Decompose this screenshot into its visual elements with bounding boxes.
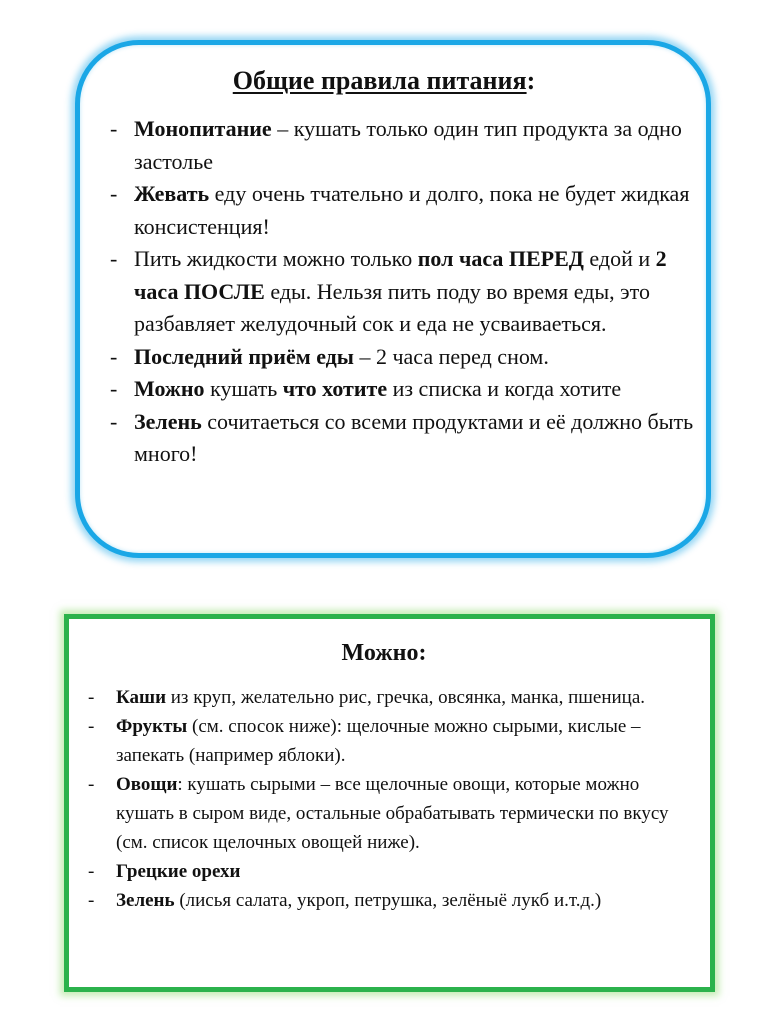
rule-text: кушать	[204, 376, 283, 401]
food-keyword: Фрукты	[116, 716, 188, 737]
list-dash: -	[110, 116, 118, 141]
rule-item-allowed-anytime	[110, 373, 700, 406]
rule-text: – кушать только один тип продукта за одно застолье	[134, 116, 682, 174]
rule-item-monodiet	[110, 113, 700, 178]
rule-text: Пить жидкости можно только	[134, 246, 418, 271]
food-keyword: Овощи	[116, 774, 178, 795]
general-rules-title	[0, 64, 768, 98]
rule-keyword: Жевать	[134, 181, 210, 206]
rule-keyword: пол часа ПЕРЕД	[417, 246, 584, 271]
rule-text: сочитаеться со всеми продуктами и её должно быть много!	[134, 408, 694, 466]
food-keyword: Зелень	[116, 890, 175, 911]
rule-keyword: Зелень	[134, 408, 202, 434]
rule-text: из списка и когда хотите	[387, 376, 622, 401]
list-dash: -	[88, 890, 95, 911]
food-keyword: Грецкие орехи	[116, 861, 241, 882]
general-rules-title-colon: :	[526, 66, 536, 95]
allowed-item-walnuts	[88, 857, 698, 886]
general-rules-title-text: Общие правила питания	[232, 66, 527, 95]
list-dash: -	[88, 774, 95, 795]
rule-keyword: Можно	[134, 376, 205, 401]
list-dash: -	[110, 181, 118, 206]
allowed-item-vegetables	[88, 770, 698, 857]
rule-text: едой и	[583, 246, 656, 271]
rule-item-last-meal	[110, 341, 700, 374]
rule-keyword: 2 часа ПОСЛЕ	[134, 246, 667, 304]
food-text: (см. спосок ниже): щелочные можно сырыми, кислые – запекать (например яблоки).	[116, 716, 641, 766]
rule-text: – 2 часа перед сном.	[353, 343, 549, 369]
rule-keyword: Монопитание	[134, 116, 272, 141]
rule-item-greens	[110, 406, 700, 471]
list-dash: -	[110, 246, 118, 271]
allowed-foods-list	[88, 683, 698, 915]
allowed-item-porridge	[88, 683, 698, 712]
allowed-item-fruits	[88, 712, 698, 770]
list-dash: -	[110, 408, 118, 434]
food-keyword: Каши	[116, 687, 167, 708]
allowed-item-greens	[88, 886, 698, 915]
rule-text: еды. Нельзя пить поду во время еды, это разбавляет желудочный сок и еда не усваиваеться.	[134, 278, 650, 336]
food-text: из круп, желательно рис, гречка, овсянка, манка, пшеница.	[166, 687, 646, 708]
allowed-foods-title: Можно:	[341, 640, 427, 666]
food-text: (лисья салата, укроп, петрушка, зелёныё лукб и.т.д.)	[174, 890, 602, 911]
rule-item-drinking	[110, 243, 700, 341]
list-dash: -	[88, 861, 95, 882]
rule-keyword: что хотите	[282, 376, 388, 401]
list-dash: -	[110, 343, 118, 369]
food-text: : кушать сырыми – все щелочные овощи, которые можно кушать в сыром виде, остальные обрабатывать термически по вкусу (см. список щелочных овощей ниже).	[116, 774, 669, 853]
list-dash: -	[88, 687, 95, 708]
list-dash: -	[110, 376, 118, 401]
rule-item-chewing	[110, 178, 700, 243]
general-rules-list	[110, 113, 700, 471]
rule-text: еду очень тчательно и долго, пока не будет жидкая консистенция!	[134, 181, 690, 239]
list-dash: -	[88, 716, 95, 737]
rule-keyword: Последний приём еды	[134, 343, 354, 369]
